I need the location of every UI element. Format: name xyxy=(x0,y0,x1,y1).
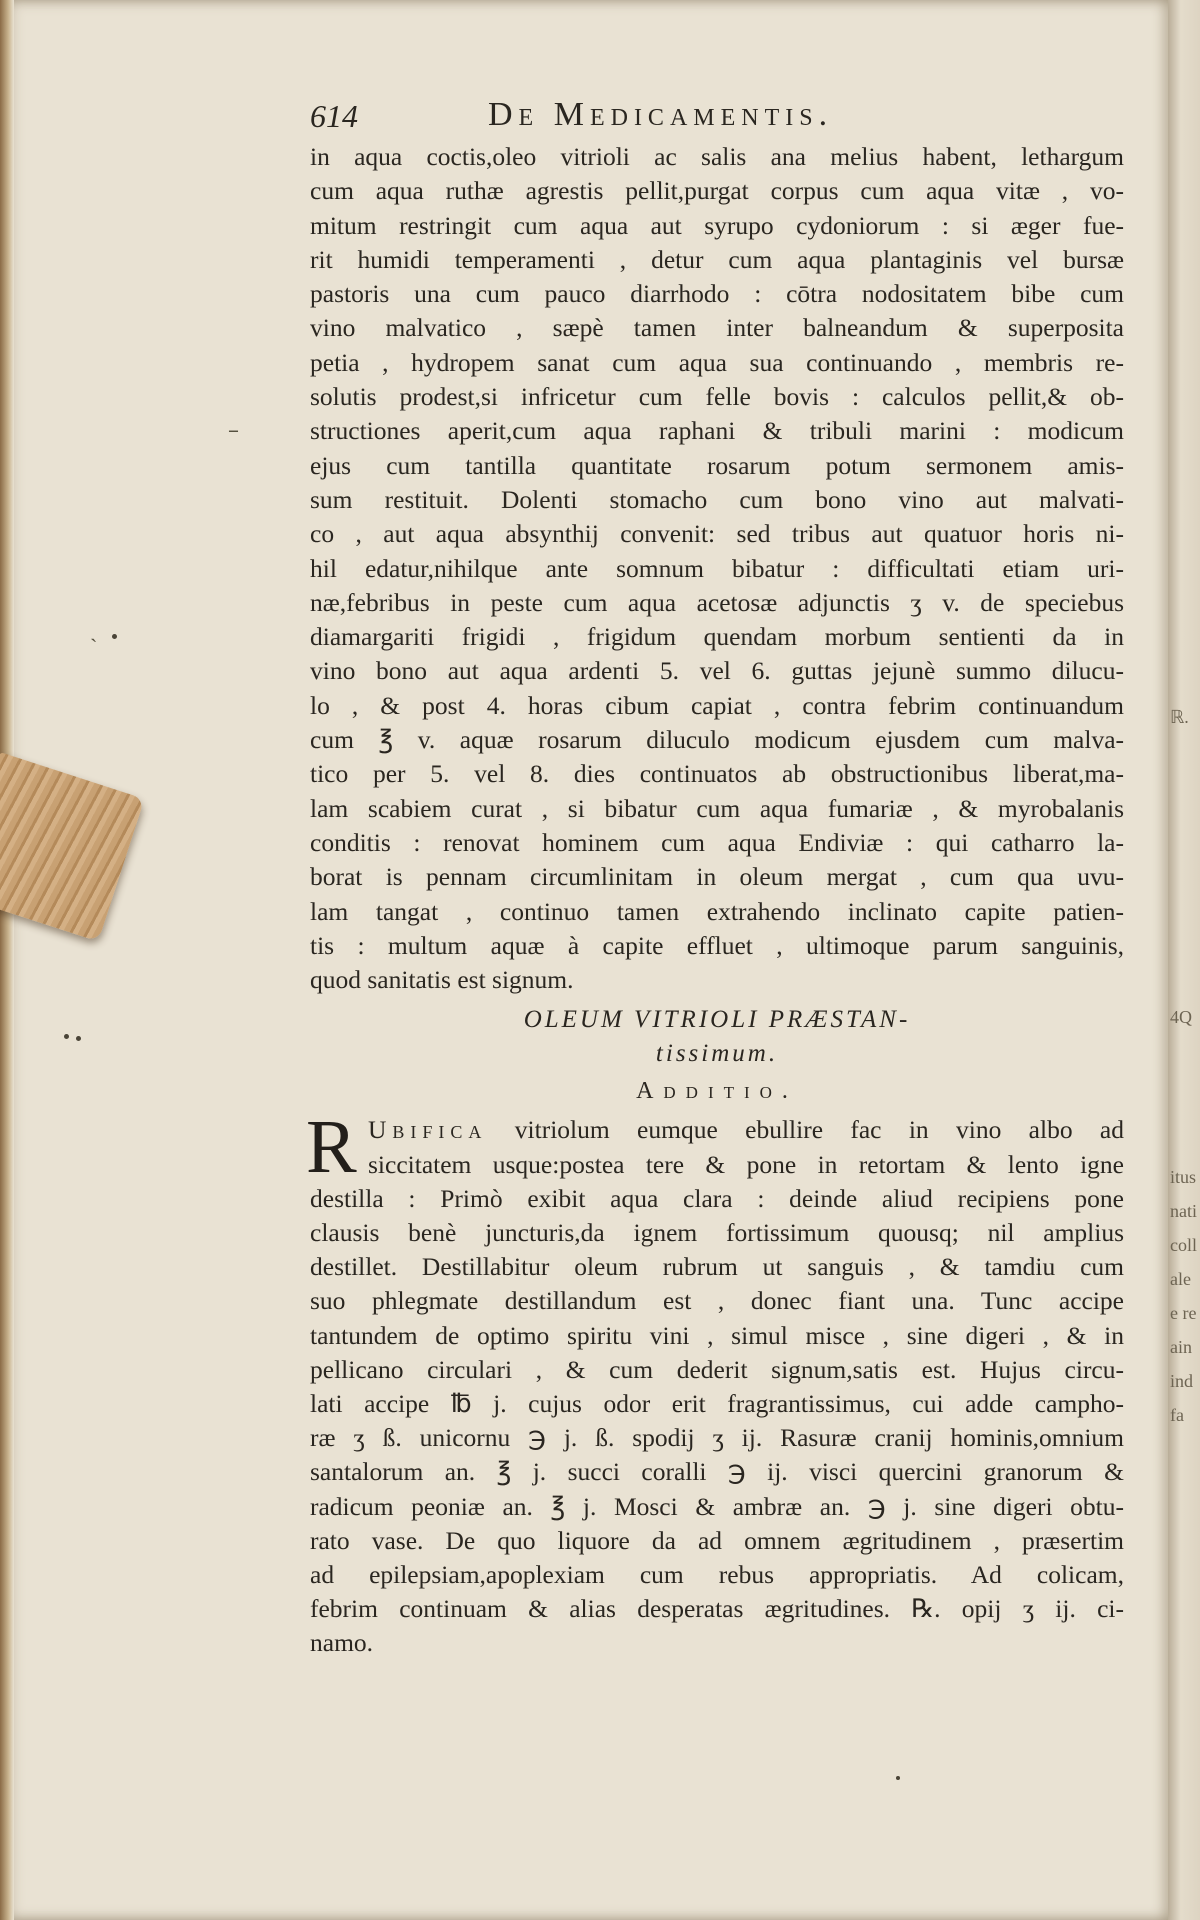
text-line: structiones aperit,cum aqua raphani & tribuli marini : modicum xyxy=(310,416,1124,446)
running-title: De Medicamentis. xyxy=(488,96,834,133)
facing-fragment: ℝ. xyxy=(1170,707,1189,727)
recipe-paragraph xyxy=(306,1105,1125,1660)
text-line: suo phlegmate destillandum est , donec fiant una. Tunc accipe xyxy=(310,1286,1124,1316)
ink-speck xyxy=(64,1034,69,1039)
running-head xyxy=(310,96,1124,136)
ink-speck xyxy=(112,634,117,639)
first-line-text: vitriolum eumque ebullire fac in vino albo ad xyxy=(514,1115,1125,1145)
facing-fragment: fa xyxy=(1170,1405,1184,1425)
text-line: hil edatur,nihilque ante somnum bibatur : difficultati etiam uri- xyxy=(310,553,1124,583)
text-line: conditis : renovat hominem cum aqua Endiviæ : qui catharro la- xyxy=(310,827,1124,857)
text-line: radicum peoniæ an. ℥ j. Mosci & ambræ an. ℈ j. sine digeri obtu- xyxy=(310,1491,1124,1521)
facing-fragment: ind xyxy=(1170,1371,1194,1391)
text-line: in aqua coctis,oleo vitrioli ac salis ana melius habent, lethargum xyxy=(310,142,1124,171)
text-line: mitum restringit cum aqua aut syrupo cydoniorum : si æger fue- xyxy=(310,210,1124,240)
text-line: lam scabiem curat , si bibatur cum aqua fumariæ , & myrobalanis xyxy=(310,793,1124,823)
drop-cap: R xyxy=(306,1105,357,1190)
text-line: borat is pennam circumlinitam in oleum mergat , cum qua uvu- xyxy=(310,862,1124,892)
text-line: næ,febribus in peste cum aqua acetosæ adjunctis ʒ v. de speciebus xyxy=(310,587,1124,617)
text-line: ejus cum tantilla quantitate rosarum potum sermonem amis- xyxy=(310,450,1124,480)
text-line: vino bono aut aqua ardenti 5. vel 6. guttas jejunè summo dilucu- xyxy=(310,656,1124,686)
text-line: febrim continuam & alias desperatas ægritudines. ℞. opij ʒ ij. ci- xyxy=(310,1594,1124,1624)
facing-fragment: nati xyxy=(1170,1201,1197,1221)
catchword: namo. xyxy=(310,1628,374,1658)
text-line: tis : multum aquæ à capite effluet , ultimoque parum sanguinis, xyxy=(310,930,1124,960)
text-line: lati accipe ℔ j. cujus odor erit fragrantissimus, cui adde campho- xyxy=(310,1389,1124,1419)
text-line: destilla : Primò exibit aqua clara : deinde aliud recipiens pone xyxy=(310,1183,1124,1213)
text-line: clausis benè juncturis,da ignem fortissimum quousq; nil amplius xyxy=(310,1218,1124,1248)
text-line: vino malvatico , sæpè tamen inter balneandum & superposita xyxy=(310,313,1124,343)
text-line: rit humidi temperamenti , detur cum aqua plantaginis vel bursæ xyxy=(310,244,1124,274)
text-line: cum ℥ v. aquæ rosarum diluculo modicum ejusdem cum malva- xyxy=(310,725,1124,755)
facing-fragment: ale xyxy=(1170,1269,1191,1289)
text-line: pastoris una cum pauco diarrhodo : cōtra nodositatem bibe cum xyxy=(310,279,1124,309)
text-line: petia , hydropem sanat cum aqua sua continuando , membris re- xyxy=(310,347,1124,377)
text-line: quod sanitatis est signum. xyxy=(310,965,574,995)
text-line: pellicano circulari , & cum dederit signum,satis est. Hujus circu- xyxy=(310,1354,1124,1384)
text-line: rato vase. De quo liquore da ad omnem ægritudinem , præsertim xyxy=(310,1525,1124,1555)
body-paragraph xyxy=(310,140,1124,997)
text-line: santalorum an. ℥ j. succi coralli ℈ ij. visci quercini granorum & xyxy=(310,1457,1124,1487)
text-line: solutis prodest,si infricetur cum felle bovis : calculos pellit,& ob- xyxy=(310,382,1124,412)
section-heading-continued: tissimum. xyxy=(655,1040,779,1068)
text-line: lo , & post 4. horas cibum capiat , contra febrim continuandum xyxy=(310,690,1124,720)
main-text-column xyxy=(306,96,1125,1661)
text-line: sum restituit. Dolenti stomacho cum bono vino aut malvati- xyxy=(310,484,1124,514)
text-line: siccitatem usque:postea tere & pone in retortam & lento igne xyxy=(368,1149,1124,1179)
facing-fragment: 4Q xyxy=(1170,1007,1192,1027)
margin-dash: – xyxy=(228,418,239,443)
ink-speck xyxy=(896,1776,900,1780)
text-line xyxy=(310,1113,1124,1147)
text-line: cum aqua ruthæ agrestis pellit,purgat corpus cum aqua vitæ , vo- xyxy=(310,176,1124,206)
binding-gutter xyxy=(0,0,14,1920)
addition-label: Additio. xyxy=(636,1078,798,1105)
text-line: diamargariti frigidi , frigidum quendam morbum sentienti da in xyxy=(310,622,1124,652)
first-word: Ubifica xyxy=(368,1115,488,1145)
facing-fragment: coll xyxy=(1170,1235,1197,1255)
text-line: tico per 5. vel 8. dies continuatos ab obstructionibus liberat,ma- xyxy=(310,759,1124,789)
facing-page-edge xyxy=(1168,0,1200,1920)
text-line: co , aut aqua absynthij convenit: sed tribus aut quatuor horis ni- xyxy=(310,519,1124,549)
text-line: lam tangat , continuo tamen extrahendo inclinato capite patien- xyxy=(310,896,1124,926)
margin-tick: ˏ xyxy=(90,618,98,643)
facing-fragment: ain xyxy=(1170,1337,1192,1357)
text-line: ad epilepsiam,apoplexiam cum rebus appropriatis. Ad colicam, xyxy=(310,1560,1124,1590)
text-line: destillet. Destillabitur oleum rubrum ut sanguis , & tamdiu cum xyxy=(310,1252,1124,1282)
text-line: ræ ʒ ß. unicornu ℈ j. ß. spodij ʒ ij. Rasuræ cranij hominis,omnium xyxy=(310,1423,1124,1453)
facing-fragment: e re xyxy=(1170,1303,1197,1323)
text-line: tantundem de optimo spiritu vini , simul misce , sine digeri , & in xyxy=(310,1320,1124,1350)
ink-speck xyxy=(76,1036,81,1041)
section-heading: OLEUM VITRIOLI PRÆSTAN- xyxy=(523,1006,911,1034)
facing-fragment: itus xyxy=(1170,1167,1197,1187)
page-number: 614 xyxy=(310,98,358,134)
wooden-page-marker xyxy=(0,752,145,942)
